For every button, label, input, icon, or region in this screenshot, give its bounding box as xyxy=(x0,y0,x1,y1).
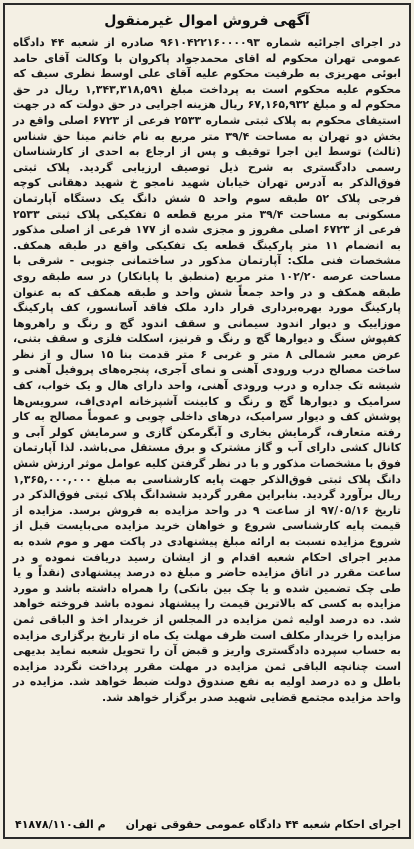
ad-border xyxy=(3,3,411,839)
ad-reference-code: م الف۴۱۸۷۸/۱۱۰ xyxy=(15,818,106,831)
issuing-authority: اجرای احکام شعبه ۴۴ دادگاه عمومی حقوقی تهران xyxy=(125,818,401,831)
ad-title: آگهی فروش اموال غیرمنقول xyxy=(104,13,310,29)
ad-footer xyxy=(15,818,401,831)
ad-body: در اجرای اجرائیه شماره ۹۶۱۰۴۲۲۱۶۰۰۰۰۹۳ صادره از شعبه ۴۴ دادگاه عمومی تهران محکوم له اقای محمدجواد پاکروان با وکالت آقای حامد ابوئی مهریزی به طرفیت محکوم علیه آقای علی اوسط نظری سیف که محکوم علیه محکوم است به پرداخت مبلغ ۱,۳۴۳,۳۱۸,۵۹۱ ریال در حق محکوم له و مبلغ ۶۷,۱۶۵,۹۳۲ ریال هزینه اجرایی در حق دولت که در جهت استیفای محکوم به پلاک ثبتی شماره ۲۵۳۳ فرعی از ۶۷۲۳ اصلی واقع در بخش دو تهران به مساحت ۳۹/۴ متر مربع به نام خانم مینا حق شناس (ثالث) توسط این اجرا توقیف و پس از ارجاع به احدی از کارشناسان رسمی دادگستری به شرح ذیل توصیف ارزیابی گردید. پلاک ثبتی فوق‌الذکر به آدرس تهران خیابان شهید نامجو خ شهید دهقانی کوچه فرجی پلاک ۵۲ طبقه سوم واحد ۵ شش دانگ یک دستگاه آپارتمان مسکونی به مساحت ۳۹/۴ متر مربع قطعه ۵ تفکیکی پلاک ثبتی ۲۵۳۳ فرعی از ۶۷۲۳ اصلی مفروز و مجزی شده از ۱۷۷ فرعی از اصلی مذکور به انضمام ۱۱ متر پارکینگ قطعه یک تفکیکی واقع در طبقه همکف. مشخصات فنی ملک: آپارتمان مذکور در ساختمانی جنوبی - شرقی با مساحت عرصه ۱۰۲/۲۰ متر مربع (منطبق با پایانکار) در سه طبقه روی طبقه همکف و در واحد جمعاً شش واحد و طبقه همکف که به عنوان پارکینگ مورد بهره‌برداری قرار دارد ملک فاقد آسانسور، کف پارکینگ موزاییک و دیوار اندود سیمانی و سقف اندود گچ و رنگ و راهروها کفپوش سنگ و دیوارها گچ و رنگ و قرنیز، اسکلت فلزی و سقف بتنی، عرض معبر شمالی ۸ متر و غربی ۶ متر قدمت بنا ۱۵ سال و از نظر ساخت مصالح درب ورودی آهنی و نمای آجری، پنجره‌های پروفیل آهنی و شیشه تک جداره و درب ورودی آهنی، واحد دارای هال و یک خواب، کف سرامیک و دیوارها گچ و رنگ و کابینت آشپزخانه ام‌دی‌اف، سرویس‌ها پوشش کف و دیوار سرامیک، درهای داخلی چوبی و عموماً مصالح به کار رفته متعارف، گرمایش بخاری و آبگرمکن گازی و سرمایش کولر آبی و کانال کشی دارای آب و گاز مشترک و برق مستقل می‌باشد. لذا آپارتمان فوق با مشخصات مذکور و با در نظر گرفتن کلیه عوامل موثر ارزش شش دانگ پلاک ثبتی فوق‌الذکر جهت پایه کارشناسی به مبلغ ۱,۳۶۵,۰۰۰,۰۰۰ ریال برآورد گردید. بنابراین مقرر گردید ششدانگ پلاک ثبتی فوق‌الذکر در تاریخ ۹۷/۰۵/۱۶ از ساعت ۹ در واحد مزایده به فروش برسد. مزایده از قیمت پایه کارشناسی شروع و خواهان خرید مزایده می‌بایست قبل از شروع مزایده نسبت به ارائه مبلغ پیشنهادی در پاکت مهر و موم شده به مدیر اجرای احکام شعبه اقدام و از ایشان رسید دریافت نموده و در ساعت مقرر در اتاق مزایده حاضر و مبلغ ده درصد پیشنهادی (نقداً و یا طی چک تضمین شده و یا چک بین بانکی) را همراه داشته باشد و مورد مزایده به کسی که بالاترین قیمت را پیشنهاد نموده باشد فروخته خواهد شد. ده درصد اولیه ثمن مزایده در المجلس از خریدار اخذ و الباقی ثمن مزایده را خریدار مکلف است ظرف مهلت یک ماه از تاریخ برگزاری مزایده به حساب سپرده دادگستری واریز و قبض آن را تحویل شعبه نماید بدیهی است چنانچه الباقی ثمن مزایده در مهلت مقرر پرداخت نگردد مزایده باطل و ده درصد اولیه به نفع صندوق دولت ضبط خواهد شد. مزایده در واحد مزایده مجتمع قضایی شهید صدر برگزار خواهد شد. xyxy=(13,36,402,704)
